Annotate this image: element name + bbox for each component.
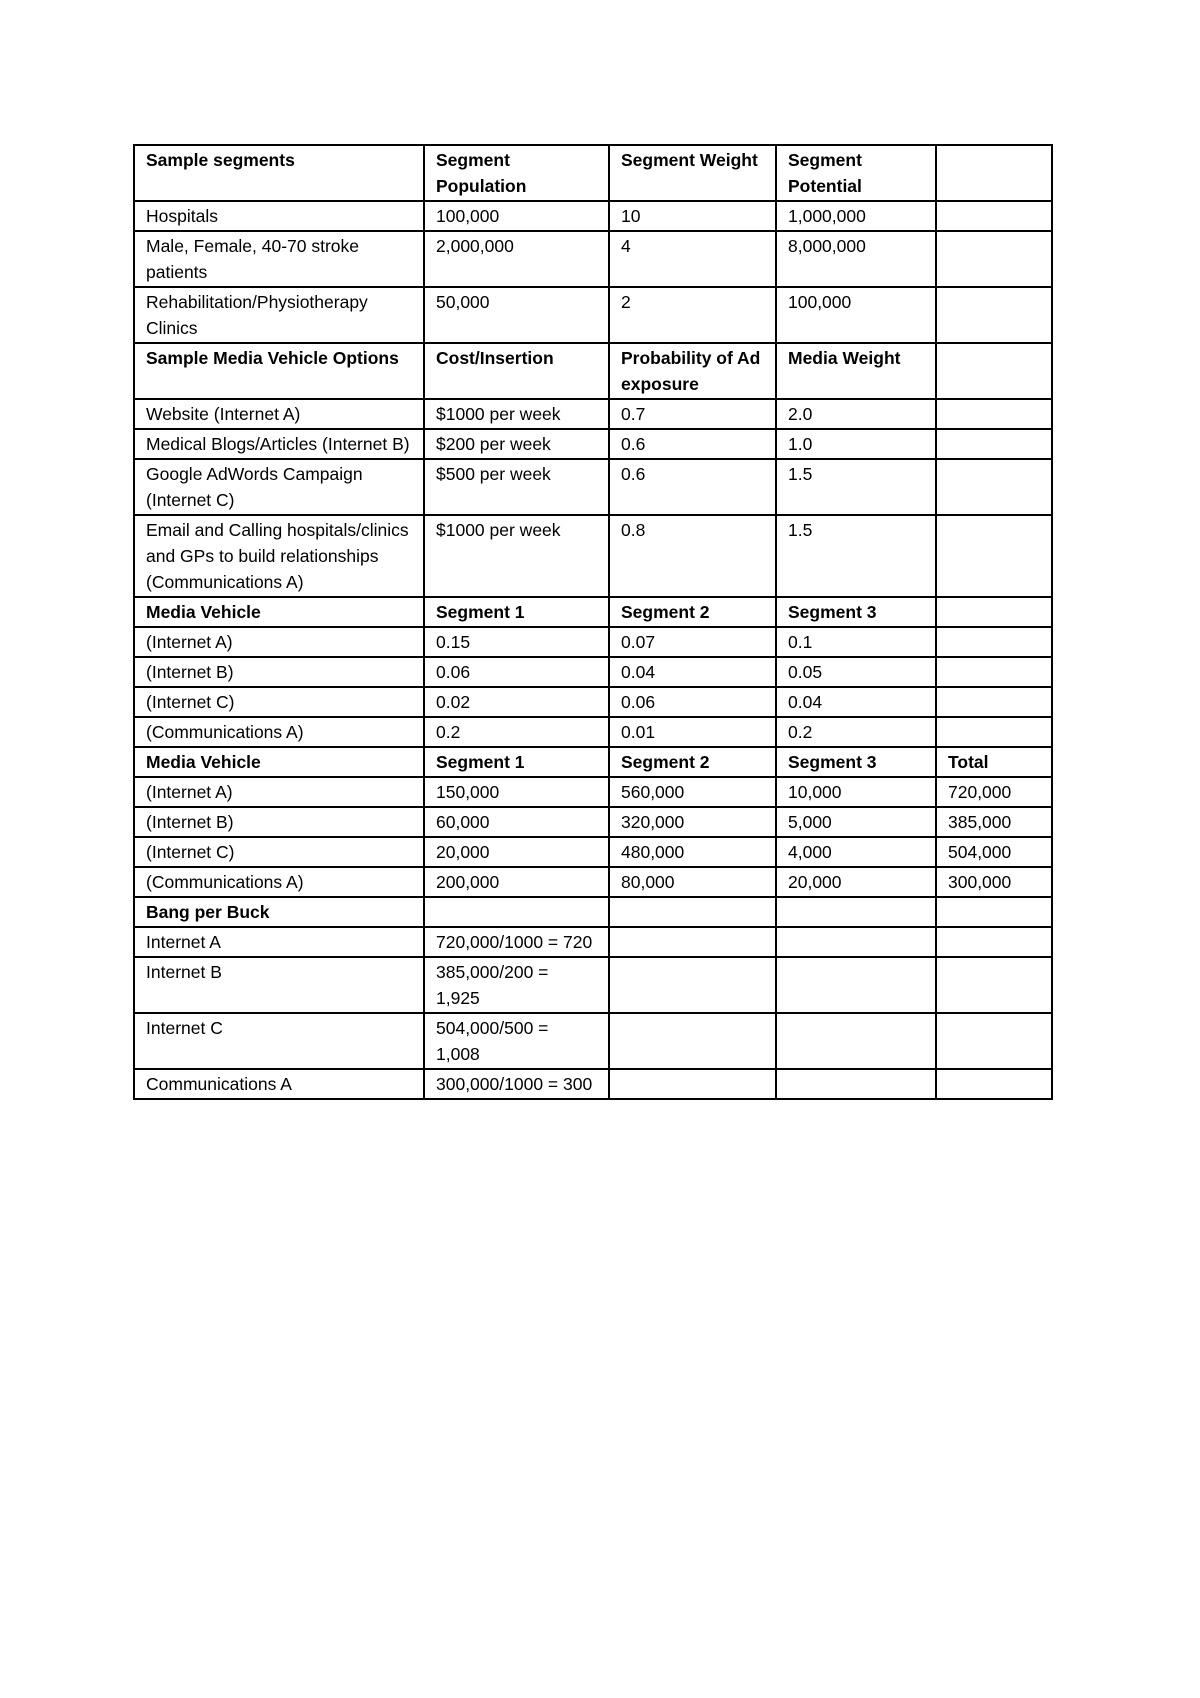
table-cell: (Communications A): [134, 867, 424, 897]
table-cell: 504,000/500 = 1,008: [424, 1013, 609, 1069]
table-cell: 300,000/1000 = 300: [424, 1069, 609, 1099]
table-row: [134, 657, 1052, 687]
table-cell: [776, 927, 936, 957]
table-row: [134, 687, 1052, 717]
table-row: [134, 459, 1052, 515]
table-cell: (Internet B): [134, 657, 424, 687]
table-row: [134, 201, 1052, 231]
table-cell: [936, 145, 1052, 201]
table-cell: [609, 1069, 776, 1099]
table-cell: 1.0: [776, 429, 936, 459]
table-cell: 0.1: [776, 627, 936, 657]
table-cell: 4,000: [776, 837, 936, 867]
table-row: [134, 957, 1052, 1013]
table-cell: Male, Female, 40-70 stroke patients: [134, 231, 424, 287]
table-cell: 720,000/1000 = 720: [424, 927, 609, 957]
table-cell: 1,000,000: [776, 201, 936, 231]
table-cell: [936, 515, 1052, 597]
table-cell: [936, 399, 1052, 429]
table-cell: 50,000: [424, 287, 609, 343]
table-cell: Segment Potential: [776, 145, 936, 201]
table-cell: Media Vehicle: [134, 747, 424, 777]
table-cell: 10,000: [776, 777, 936, 807]
table-cell: Rehabilitation/Physiotherapy Clinics: [134, 287, 424, 343]
table-cell: Segment 1: [424, 597, 609, 627]
table-cell: (Internet A): [134, 627, 424, 657]
table-cell: 320,000: [609, 807, 776, 837]
table-cell: [936, 927, 1052, 957]
table-cell: Internet A: [134, 927, 424, 957]
table-cell: $500 per week: [424, 459, 609, 515]
table-row: [134, 429, 1052, 459]
table-cell: 0.07: [609, 627, 776, 657]
table-cell: Hospitals: [134, 201, 424, 231]
table-row: [134, 627, 1052, 657]
table-cell: Sample segments: [134, 145, 424, 201]
table-cell: Segment 3: [776, 747, 936, 777]
table-row: [134, 927, 1052, 957]
table-cell: 480,000: [609, 837, 776, 867]
table-row: [134, 399, 1052, 429]
table-cell: Segment 3: [776, 597, 936, 627]
table-cell: [936, 597, 1052, 627]
table-cell: Segment Population: [424, 145, 609, 201]
table-cell: [936, 343, 1052, 399]
table-cell: 504,000: [936, 837, 1052, 867]
table-cell: 0.6: [609, 429, 776, 459]
table-cell: $1000 per week: [424, 399, 609, 429]
media-planning-table: [133, 144, 1053, 1100]
table-row: [134, 867, 1052, 897]
table-cell: Bang per Buck: [134, 897, 424, 927]
table-cell: Segment Weight: [609, 145, 776, 201]
table-cell: 0.01: [609, 717, 776, 747]
table-cell: (Internet C): [134, 687, 424, 717]
table-cell: [936, 429, 1052, 459]
table-cell: [936, 687, 1052, 717]
table-cell: 385,000/200 = 1,925: [424, 957, 609, 1013]
table-cell: [609, 957, 776, 1013]
table-cell: 10: [609, 201, 776, 231]
table-cell: [776, 897, 936, 927]
table-cell: [936, 957, 1052, 1013]
table-cell: 0.7: [609, 399, 776, 429]
table-cell: Internet C: [134, 1013, 424, 1069]
table-cell: [936, 1069, 1052, 1099]
table-cell: Google AdWords Campaign (Internet C): [134, 459, 424, 515]
table-cell: Website (Internet A): [134, 399, 424, 429]
table-cell: [936, 231, 1052, 287]
table-cell: 200,000: [424, 867, 609, 897]
table-cell: Media Weight: [776, 343, 936, 399]
table-row: [134, 837, 1052, 867]
table-cell: 0.02: [424, 687, 609, 717]
table-row: [134, 1013, 1052, 1069]
table-cell: Total: [936, 747, 1052, 777]
table-cell: [936, 627, 1052, 657]
table-cell: [424, 897, 609, 927]
table-cell: [609, 1013, 776, 1069]
table-cell: (Internet A): [134, 777, 424, 807]
table-header-row: [134, 897, 1052, 927]
table-cell: [609, 897, 776, 927]
table-header-row: [134, 747, 1052, 777]
table-cell: 0.15: [424, 627, 609, 657]
table-cell: [936, 717, 1052, 747]
table-cell: [776, 1013, 936, 1069]
table-cell: 2,000,000: [424, 231, 609, 287]
table-cell: 4: [609, 231, 776, 287]
table-cell: 0.8: [609, 515, 776, 597]
table-cell: 80,000: [609, 867, 776, 897]
table-cell: 1.5: [776, 515, 936, 597]
table-cell: Segment 2: [609, 747, 776, 777]
table-row: [134, 287, 1052, 343]
table-cell: 720,000: [936, 777, 1052, 807]
table-header-row: [134, 597, 1052, 627]
table-cell: 0.6: [609, 459, 776, 515]
table-cell: Medical Blogs/Articles (Internet B): [134, 429, 424, 459]
table-body: [134, 145, 1052, 1099]
table-cell: 100,000: [776, 287, 936, 343]
table-cell: (Internet C): [134, 837, 424, 867]
table-cell: [936, 287, 1052, 343]
table-cell: 60,000: [424, 807, 609, 837]
table-cell: 20,000: [776, 867, 936, 897]
table-row: [134, 807, 1052, 837]
table-cell: [609, 927, 776, 957]
table-header-row: [134, 145, 1052, 201]
table-cell: 300,000: [936, 867, 1052, 897]
table-cell: $200 per week: [424, 429, 609, 459]
table-cell: [936, 1013, 1052, 1069]
table-cell: 0.06: [609, 687, 776, 717]
table-cell: [936, 897, 1052, 927]
table-cell: 0.2: [424, 717, 609, 747]
table-row: [134, 717, 1052, 747]
table-cell: Communications A: [134, 1069, 424, 1099]
table-cell: Segment 1: [424, 747, 609, 777]
table-row: [134, 515, 1052, 597]
table-cell: 0.2: [776, 717, 936, 747]
table-cell: 0.04: [776, 687, 936, 717]
table-row: [134, 1069, 1052, 1099]
table-cell: 2: [609, 287, 776, 343]
table-cell: (Internet B): [134, 807, 424, 837]
table-cell: [776, 1069, 936, 1099]
table-cell: Segment 2: [609, 597, 776, 627]
table-cell: Cost/Insertion: [424, 343, 609, 399]
table-cell: 0.05: [776, 657, 936, 687]
table-cell: 100,000: [424, 201, 609, 231]
table-row: [134, 777, 1052, 807]
table-cell: 1.5: [776, 459, 936, 515]
table-cell: [776, 957, 936, 1013]
table-cell: $1000 per week: [424, 515, 609, 597]
table-cell: 0.06: [424, 657, 609, 687]
table-cell: [936, 201, 1052, 231]
table-cell: 5,000: [776, 807, 936, 837]
table-cell: Media Vehicle: [134, 597, 424, 627]
table-cell: Probability of Ad exposure: [609, 343, 776, 399]
table-cell: (Communications A): [134, 717, 424, 747]
table-cell: 150,000: [424, 777, 609, 807]
table-cell: Internet B: [134, 957, 424, 1013]
table-cell: 8,000,000: [776, 231, 936, 287]
table-cell: 0.04: [609, 657, 776, 687]
table-cell: 20,000: [424, 837, 609, 867]
table-cell: [936, 459, 1052, 515]
table-cell: [936, 657, 1052, 687]
table-cell: Email and Calling hospitals/clinics and GPs to build relationships (Communications A): [134, 515, 424, 597]
table-header-row: [134, 343, 1052, 399]
table-row: [134, 231, 1052, 287]
table-cell: 560,000: [609, 777, 776, 807]
table-cell: 2.0: [776, 399, 936, 429]
table-cell: 385,000: [936, 807, 1052, 837]
table-cell: Sample Media Vehicle Options: [134, 343, 424, 399]
